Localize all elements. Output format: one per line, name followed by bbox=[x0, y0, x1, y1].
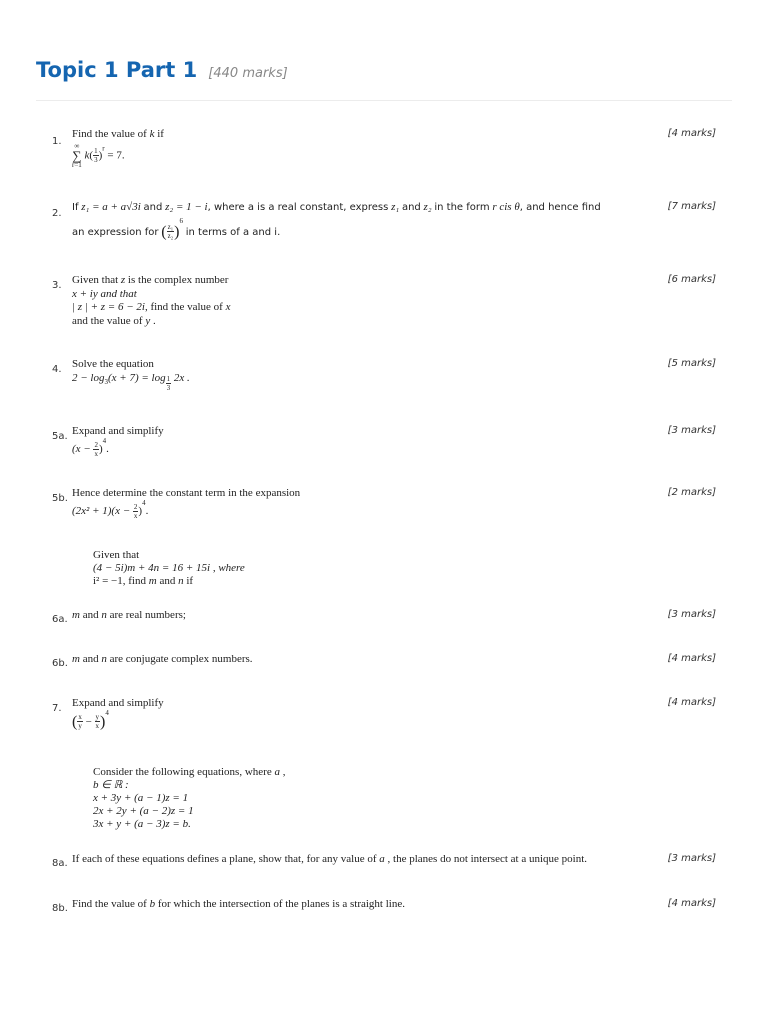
question-number: 6a. bbox=[52, 614, 68, 625]
page-title: Topic 1 Part 1 bbox=[36, 58, 198, 82]
question-marks: [4 marks] bbox=[667, 128, 716, 139]
question-marks: [4 marks] bbox=[667, 697, 716, 708]
question-number: 8b. bbox=[52, 903, 68, 914]
question-text: m and n are conjugate complex numbers. bbox=[72, 653, 253, 665]
question-marks: [4 marks] bbox=[667, 653, 716, 664]
question-marks: [3 marks] bbox=[667, 609, 716, 620]
total-marks: [440 marks] bbox=[208, 66, 288, 81]
question-text: Expand and simplify (x − $\frac{2}{x}$ )$^4$. bbox=[72, 425, 164, 458]
question-marks: [5 marks] bbox=[667, 358, 716, 369]
page-header bbox=[36, 58, 288, 82]
question-number: 7. bbox=[52, 703, 62, 714]
question-text: Hence determine the constant term in the expansion (2x² + 1)(x − $\frac{2}{x}$ )$^4$. bbox=[72, 487, 301, 520]
question-marks: [7 marks] bbox=[667, 201, 716, 212]
question-number: 8a. bbox=[52, 858, 68, 869]
question-text: Find the value of b for which the intersection of the planes is a straight line. bbox=[72, 898, 405, 910]
question-text: If each of these equations defines a plane, show that, for any value of a , the planes do not intersect at a unique point. bbox=[72, 853, 588, 865]
question-number: 5b. bbox=[52, 493, 68, 504]
question-number: 6b. bbox=[52, 658, 68, 669]
question-text: If z₁ = a + a√3i and z₂ = 1 − i, where a is a real constant, express z₁ and z₂ in the form r cis θ, and hence find an expression for ( $\frac{\text{z₁}}{\text{z₂}}$ )$^6$ in terms of a and i. bbox=[72, 201, 601, 241]
question-6-stem: Given that (4 − 5i)m + 4n = 16 + 15i , where i² = −1, find m and n if bbox=[93, 549, 245, 587]
question-number: 3. bbox=[52, 280, 62, 291]
summation-symbol: ∞ ∑ r=1 bbox=[72, 141, 82, 169]
header-divider bbox=[36, 100, 732, 101]
question-text: Given that z is the complex number x + iy and that | z | + z = 6 − 2i, find the value of x and the value of y . bbox=[72, 274, 231, 327]
question-marks: [2 marks] bbox=[667, 487, 716, 498]
question-text: Find the value of k if ∞ ∑ r=1 k( $\frac{1}{3}$ )$^r$ = 7. bbox=[72, 128, 164, 169]
question-number: 4. bbox=[52, 364, 62, 375]
question-8-stem: Consider the following equations, where a , b ∈ ℝ : x + 3y + (a − 1)z = 1 2x + 2y + (a − 2)z = 1 3x + y + (a − 3)z = b. bbox=[93, 766, 286, 830]
question-number: 2. bbox=[52, 208, 62, 219]
question-text: Expand and simplify ( $\frac{x}{y}$ − $\frac{y}{x}$ )$^4$ bbox=[72, 697, 164, 731]
question-text: m and n are real numbers; bbox=[72, 609, 186, 621]
question-marks: [3 marks] bbox=[667, 853, 716, 864]
question-text: Solve the equation $2 - \log_3(x + 7) = \log$ $\frac{1}{3}$ 2x . bbox=[72, 358, 190, 392]
question-marks: [4 marks] bbox=[667, 898, 716, 909]
question-number: 5a. bbox=[52, 431, 68, 442]
question-marks: [3 marks] bbox=[667, 425, 716, 436]
question-number: 1. bbox=[52, 136, 62, 147]
question-marks: [6 marks] bbox=[667, 274, 716, 285]
